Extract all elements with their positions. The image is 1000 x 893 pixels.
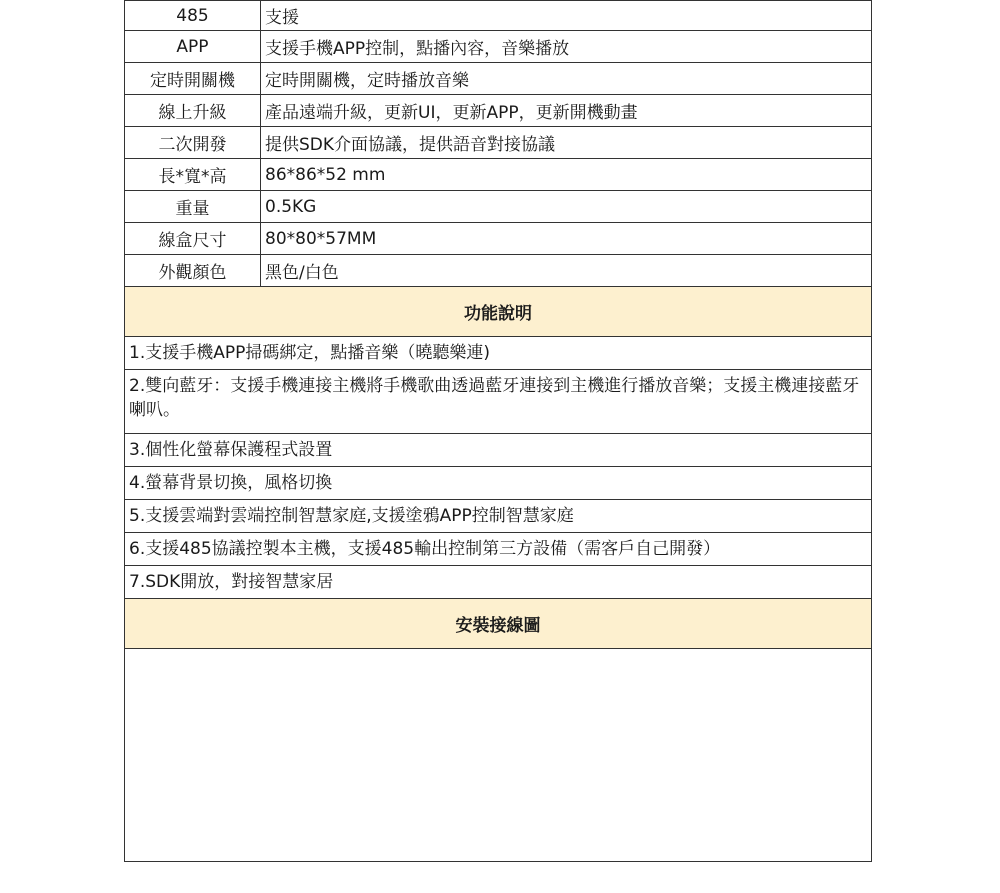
feature-item: 4.螢幕背景切換，風格切換 xyxy=(125,466,871,499)
spec-value: 86*86*52 mm xyxy=(265,164,386,185)
spec-value: 支援 xyxy=(265,8,299,28)
spec-value: 80*80*57MM xyxy=(265,228,377,249)
spec-row-upgrade xyxy=(125,94,871,126)
spec-row-dimensions xyxy=(125,158,871,190)
spec-key: 定時開關機 xyxy=(125,63,261,94)
spec-key: 重量 xyxy=(125,191,261,222)
spec-sheet xyxy=(124,0,872,862)
spec-value: 支援手機APP控制，點播內容，音樂播放 xyxy=(265,39,570,59)
feature-item: 5.支援雲端對雲端控制智慧家庭,支援塗鴉APP控制智慧家庭 xyxy=(125,499,871,532)
wiring-header: 安裝接線圖 xyxy=(125,598,871,648)
spec-row-timer xyxy=(125,62,871,94)
spec-row-sdk xyxy=(125,126,871,158)
spec-key: 外觀顏色 xyxy=(125,255,261,286)
spec-key: 線上升級 xyxy=(125,95,261,126)
wiring-diagram-area xyxy=(125,648,871,876)
spec-key: 長*寬*高 xyxy=(125,159,261,190)
spec-value: 提供SDK介面協議，提供語音對接協議 xyxy=(265,135,556,155)
spec-value: 定時開關機，定時播放音樂 xyxy=(265,71,469,91)
spec-row-color xyxy=(125,254,871,286)
spec-key: APP xyxy=(125,31,261,62)
feature-item: 2.雙向藍牙：支援手機連接主機將手機歌曲透過藍牙連接到主機進行播放音樂；支援主機連接藍牙喇叭。 xyxy=(125,369,871,433)
spec-row-weight xyxy=(125,190,871,222)
spec-value: 0.5KG xyxy=(265,196,317,217)
spec-value: 黑色/白色 xyxy=(265,263,339,283)
spec-row-box-size xyxy=(125,222,871,254)
feature-item: 7.SDK開放，對接智慧家居 xyxy=(125,565,871,598)
feature-item: 3.個性化螢幕保護程式設置 xyxy=(125,433,871,466)
spec-key: 485 xyxy=(125,1,261,30)
features-header: 功能說明 xyxy=(125,286,871,336)
spec-value: 產品遠端升級，更新UI，更新APP，更新開機動畫 xyxy=(265,103,638,123)
spec-key: 線盒尺寸 xyxy=(125,223,261,254)
spec-row-app xyxy=(125,30,871,62)
spec-key: 二次開發 xyxy=(125,127,261,158)
feature-item: 1.支援手機APP掃碼綁定，點播音樂（曉聽樂連) xyxy=(125,336,871,369)
feature-item: 6.支援485協議控製本主機，支援485輸出控制第三方設備（需客戶自己開發） xyxy=(125,532,871,565)
spec-row-485 xyxy=(125,0,871,30)
